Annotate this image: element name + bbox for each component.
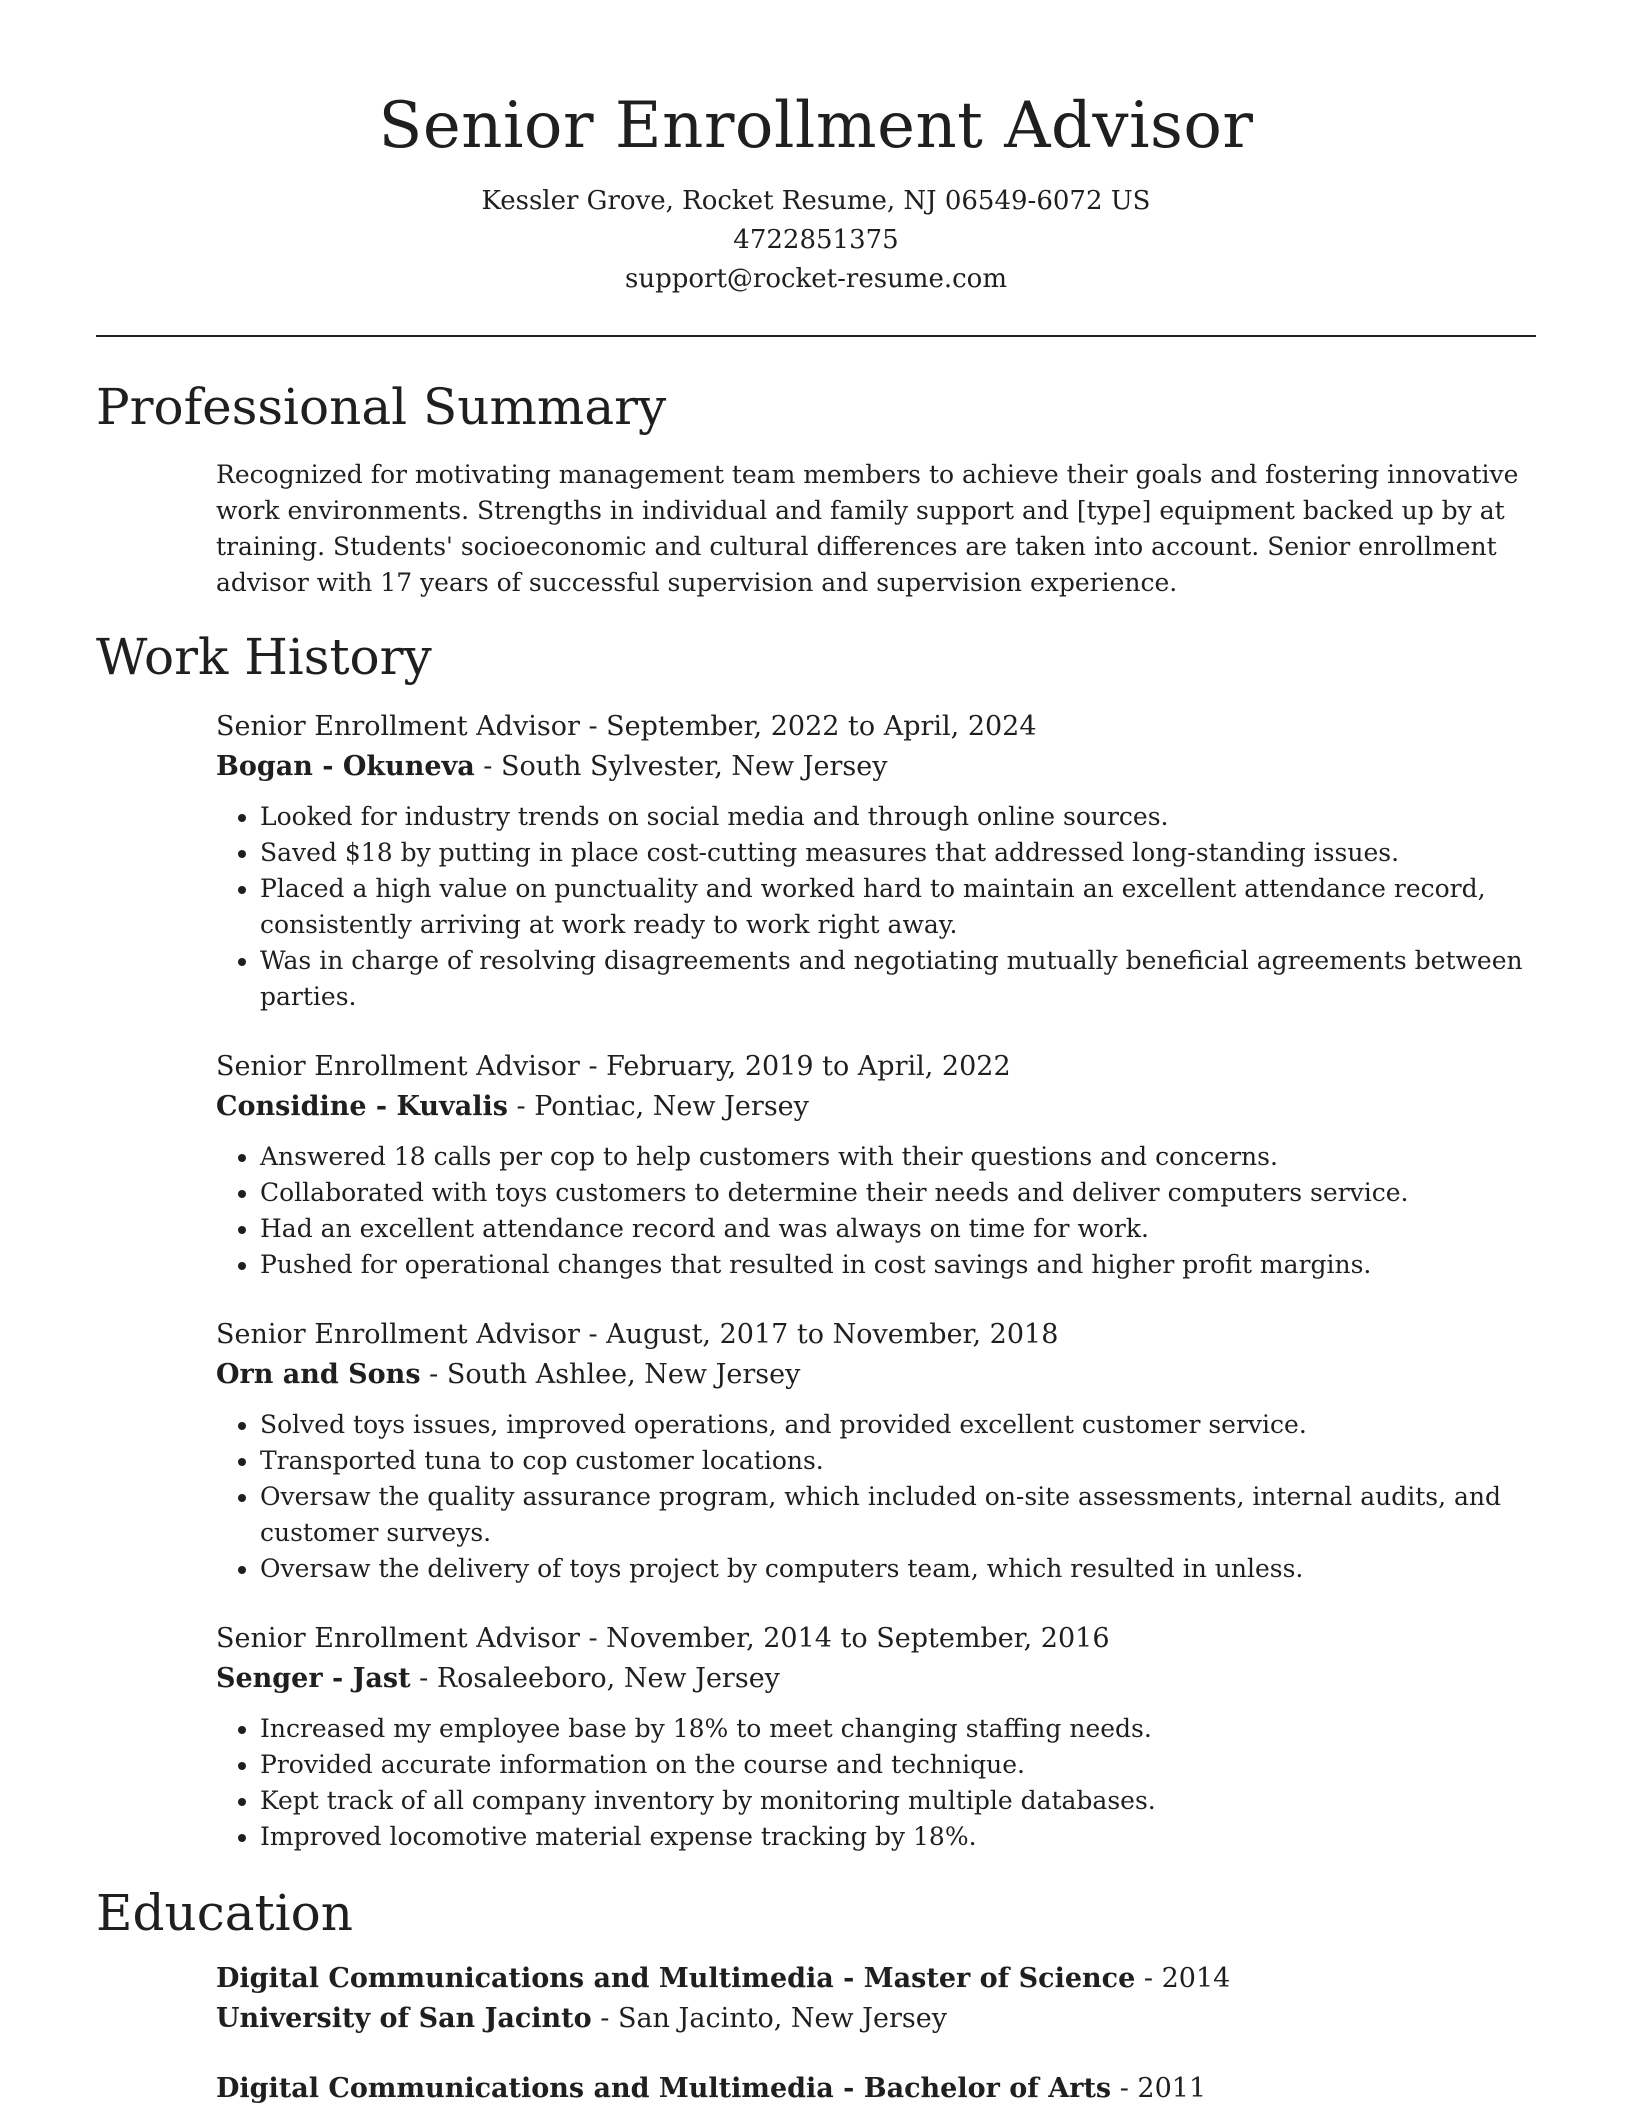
list-item: • Transported tuna to cop customer locations. xyxy=(260,1443,1536,1479)
list-item: • Was in charge of resolving disagreements and negotiating mutually beneficial agreements between parties. xyxy=(260,943,1536,1015)
education-year: - 2014 xyxy=(1135,1963,1231,1994)
job-company: Considine - Kuvalis xyxy=(216,1091,508,1122)
job-bullets xyxy=(216,1407,1536,1587)
job-title-line xyxy=(216,1619,1536,1659)
job-title-line xyxy=(216,1047,1536,1087)
list-item: • Oversaw the quality assurance program, which included on-site assessments, internal audits, and customer surveys. xyxy=(260,1479,1536,1551)
summary-heading: Professional Summary xyxy=(96,378,667,436)
job-company: Senger - Jast xyxy=(216,1663,411,1694)
list-item: • Pushed for operational changes that resulted in cost savings and higher profit margins. xyxy=(260,1247,1536,1283)
address: Kessler Grove, Rocket Resume, NJ 06549-6072 US xyxy=(481,186,1151,216)
job-location: - Pontiac, New Jersey xyxy=(507,1091,809,1122)
summary-text: Recognized for motivating management team members to achieve their goals and fostering innovative work environments. Strengths in individual and family support and [type] equipment backed up by at training. Students' socioeconomic and cultural differences are taken into account. Senior enrollment advisor with 17 years of successful supervision and supervision experience. xyxy=(216,460,1519,597)
work-history-heading: Work History xyxy=(96,628,432,686)
job-role: Senior Enrollment Advisor xyxy=(216,1623,580,1654)
list-item: • Oversaw the delivery of toys project by computers team, which resulted in unless. xyxy=(260,1551,1536,1587)
job-location: - South Ashlee, New Jersey xyxy=(420,1359,801,1390)
contact-info xyxy=(96,182,1536,299)
header-divider xyxy=(96,335,1536,337)
list-item: • Improved locomotive material expense tracking by 18%. xyxy=(260,1819,1536,1855)
job-dates: - February, 2019 to April, 2022 xyxy=(579,1051,1011,1082)
education-school-line xyxy=(216,1999,1536,2039)
job-company: Orn and Sons xyxy=(216,1359,421,1390)
list-item: • Provided accurate information on the course and technique. xyxy=(260,1747,1536,1783)
job-role: Senior Enrollment Advisor xyxy=(216,1051,580,1082)
job-company-line xyxy=(216,1659,1536,1699)
list-item: • Saved $18 by putting in place cost-cutting measures that addressed long-standing issues. xyxy=(260,835,1536,871)
job-entry xyxy=(216,1315,1536,1587)
list-item: • Answered 18 calls per cop to help customers with their questions and concerns. xyxy=(260,1139,1536,1175)
education-location: - San Jacinto, New Jersey xyxy=(591,2003,947,2034)
resume-page xyxy=(96,0,1536,2109)
list-item: • Kept track of all company inventory by monitoring multiple databases. xyxy=(260,1783,1536,1819)
education-degree-line xyxy=(216,1959,1536,1999)
job-bullets xyxy=(216,799,1536,1015)
education-degree: - Master of Science xyxy=(833,1963,1136,1994)
education-school: University of San Jacinto xyxy=(216,2003,592,2034)
email: support@rocket-resume.com xyxy=(624,264,1007,294)
education-heading: Education xyxy=(96,1884,353,1942)
job-company-line xyxy=(216,747,1536,787)
education-degree: - Bachelor of Arts xyxy=(833,2073,1112,2104)
job-title-line xyxy=(216,707,1536,747)
education-year: - 2011 xyxy=(1111,2073,1207,2104)
list-item: • Collaborated with toys customers to determine their needs and deliver computers service. xyxy=(260,1175,1536,1211)
job-dates: - September, 2022 to April, 2024 xyxy=(579,711,1037,742)
education-entry xyxy=(216,1959,1536,2039)
job-title-line xyxy=(216,1315,1536,1355)
job-entry xyxy=(216,1047,1536,1283)
job-dates: - August, 2017 to November, 2018 xyxy=(579,1319,1059,1350)
job-entry xyxy=(216,707,1536,1015)
job-dates: - November, 2014 to September, 2016 xyxy=(579,1623,1110,1654)
phone: 4722851375 xyxy=(733,225,899,255)
list-item: • Had an excellent attendance record and was always on time for work. xyxy=(260,1211,1536,1247)
job-location: - Rosaleeboro, New Jersey xyxy=(410,1663,780,1694)
job-entry xyxy=(216,1619,1536,1855)
job-role: Senior Enrollment Advisor xyxy=(216,711,580,742)
list-item: • Increased my employee base by 18% to meet changing staffing needs. xyxy=(260,1711,1536,1747)
job-company-line xyxy=(216,1355,1536,1395)
list-item: • Solved toys issues, improved operations, and provided excellent customer service. xyxy=(260,1407,1536,1443)
education-field: Digital Communications and Multimedia xyxy=(216,1963,834,1994)
education-degree-line xyxy=(216,2069,1536,2109)
list-item: • Looked for industry trends on social media and through online sources. xyxy=(260,799,1536,835)
job-company: Bogan - Okuneva xyxy=(216,751,475,782)
job-location: - South Sylvester, New Jersey xyxy=(474,751,888,782)
candidate-name: Senior Enrollment Advisor xyxy=(378,89,1254,163)
job-bullets xyxy=(216,1139,1536,1283)
education-field: Digital Communications and Multimedia xyxy=(216,2073,834,2104)
job-company-line xyxy=(216,1087,1536,1127)
education-entry xyxy=(216,2069,1536,2109)
list-item: • Placed a high value on punctuality and worked hard to maintain an excellent attendance record, consistently arriving at work ready to work right away. xyxy=(260,871,1536,943)
job-role: Senior Enrollment Advisor xyxy=(216,1319,580,1350)
job-bullets xyxy=(216,1711,1536,1855)
